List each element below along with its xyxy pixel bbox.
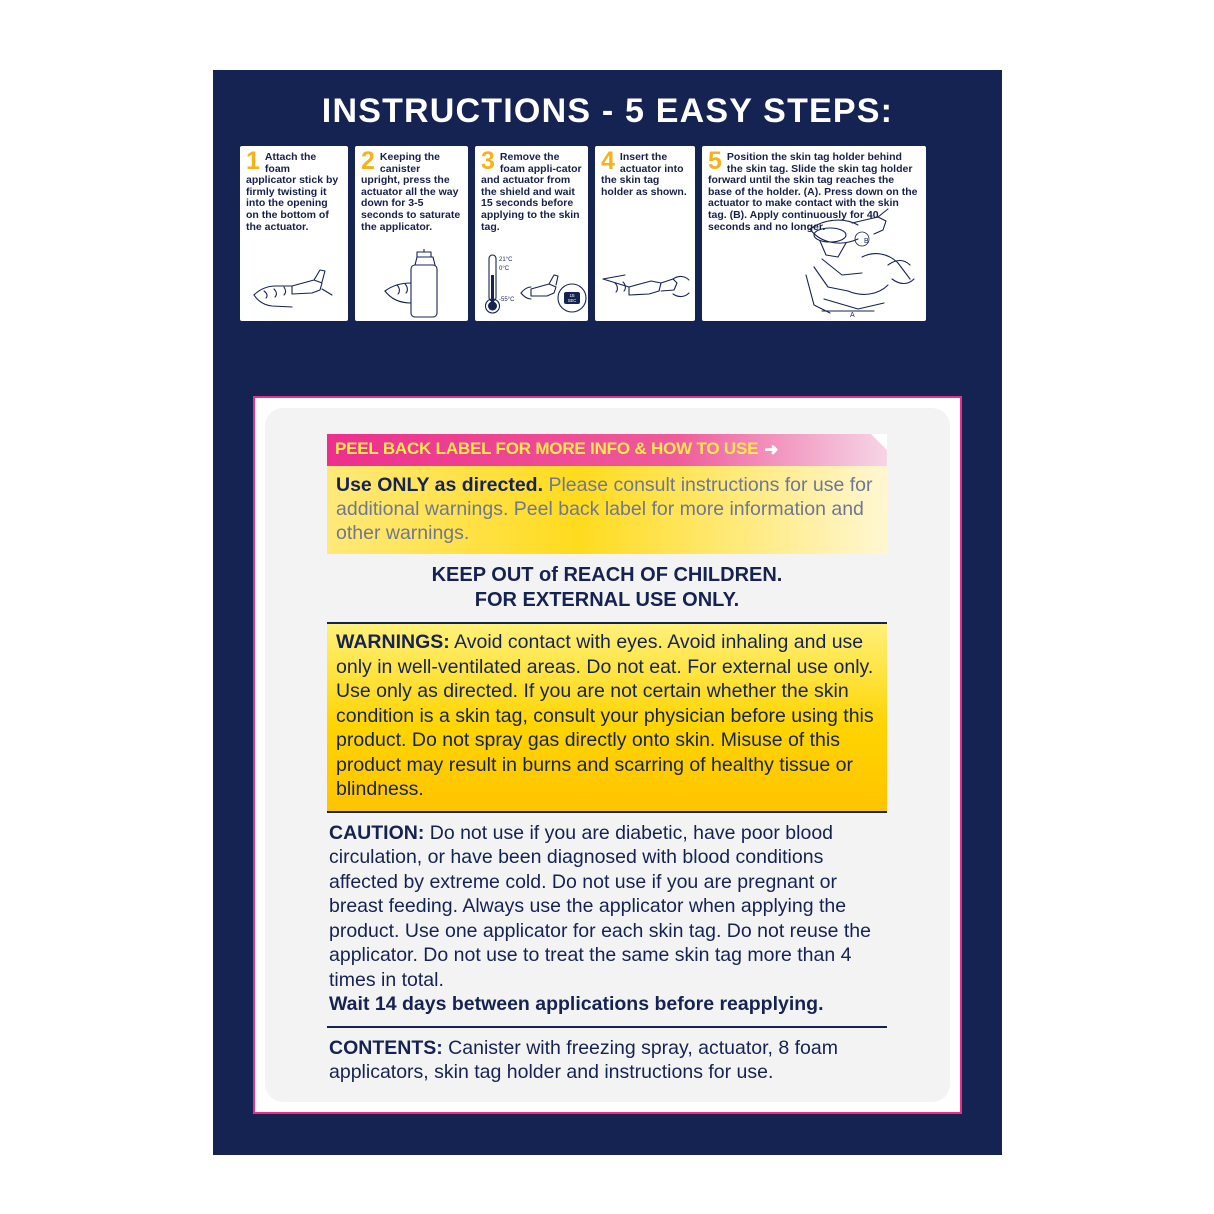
page-title: INSTRUCTIONS - 5 EASY STEPS: <box>321 92 894 130</box>
step-number-4: 4 <box>601 147 615 175</box>
caution-bold-text: Wait 14 days between applications before reapplying. <box>329 993 824 1015</box>
svg-text:SEC: SEC <box>567 298 577 303</box>
peel-corner-fold <box>871 434 887 450</box>
label-card-surface <box>265 408 950 1102</box>
contents-lead: CONTENTS: <box>329 1036 443 1059</box>
step-number-5: 5 <box>708 147 722 175</box>
step-card-4 <box>595 146 695 321</box>
step-illustration-4 <box>595 249 695 321</box>
caution-block <box>327 811 887 1026</box>
step-card-1 <box>240 146 348 321</box>
warnings-block <box>327 624 887 811</box>
step-number-2: 2 <box>361 147 375 175</box>
warnings-lead: WARNINGS: <box>336 631 450 653</box>
keep-out-of-reach-block <box>327 554 887 624</box>
svg-text:21°C: 21°C <box>499 257 513 263</box>
warnings-text: Avoid contact with eyes. Avoid inhaling and use only in well-ventilated areas. Do not eat. For external use only. Use only as directed. If you are not certain whether the skin condition is a skin tag, consult your physician before using this product. Do not spray gas directly onto skin. Misuse of this product may result in burns and scarring of healthy tissue or blindness. <box>336 631 874 800</box>
caution-text: Do not use if you are diabetic, have poor blood circulation, or have been diagnosed with blood conditions affected by extreme cold. Do not use if you are pregnant or breast feeding. Always use the applicator when applying the product. Use one applicator for each skin tag. Do not reuse the applicator. Do not use to treat the same skin tag more than 4 times in total. <box>329 821 871 991</box>
step-text-5: Position the skin tag holder behind the skin tag. Slide the skin tag holder forward until the skin tag reaches the base of the holder. (A). Press down on the actuator to make contact with the skin tag. (B). Apply continuously for 40 seconds and no longer. <box>708 151 918 233</box>
caution-lead: CAUTION: <box>329 821 425 844</box>
product-label-card <box>253 396 962 1114</box>
instruction-steps <box>240 146 975 321</box>
svg-text:B: B <box>864 238 869 245</box>
svg-text:-55°C: -55°C <box>499 297 515 303</box>
use-as-directed-block <box>327 466 887 554</box>
step-card-5 <box>702 146 926 321</box>
use-only-bold-text: Use ONLY as directed. <box>336 474 544 496</box>
keep-out-line-2: FOR EXTERNAL USE ONLY. <box>474 589 740 611</box>
arrow-right-icon: ➜ <box>764 440 779 459</box>
step-illustration-2 <box>355 249 468 321</box>
step-number-1: 1 <box>246 147 260 175</box>
step-illustration-5 <box>702 201 926 321</box>
label-content <box>327 434 887 1094</box>
step-card-2 <box>355 146 468 321</box>
step-text-2: Keeping the canister upright, press the actuator all the way down for 3-5 seconds to saturate the applicator. <box>361 151 461 233</box>
use-only-rest-text: Please consult instructions for use for additional warnings. Peel back label for more information and other warnings. <box>336 474 873 544</box>
step-text-3: Remove the foam appli-cator and actuator from the shield and wait 15 seconds before applying to the skin tag. <box>481 151 582 233</box>
step-illustration-3 <box>475 249 588 321</box>
svg-text:15: 15 <box>569 293 575 298</box>
step-number-3: 3 <box>481 147 495 175</box>
navy-panel <box>213 70 1002 1155</box>
keep-out-line-1: KEEP OUT of REACH OF CHILDREN. <box>431 564 783 586</box>
contents-text: Canister with freezing spray, actuator, 8 foam applicators, skin tag holder and instructions for use. <box>329 1036 838 1083</box>
step-illustration-1 <box>240 249 348 321</box>
peel-back-text: PEEL BACK LABEL FOR MORE INFO & HOW TO USE <box>335 439 759 458</box>
contents-block <box>327 1026 887 1094</box>
svg-text:A: A <box>850 312 855 319</box>
step-text-1: Attach the foam applicator stick by firmly twisting it into the opening on the bottom of the actuator. <box>246 151 339 233</box>
svg-text:0°C: 0°C <box>499 266 510 272</box>
peel-back-banner[interactable] <box>327 434 887 466</box>
step-card-3 <box>475 146 588 321</box>
step-text-4: Insert the actuator into the skin tag holder as shown. <box>601 151 687 198</box>
